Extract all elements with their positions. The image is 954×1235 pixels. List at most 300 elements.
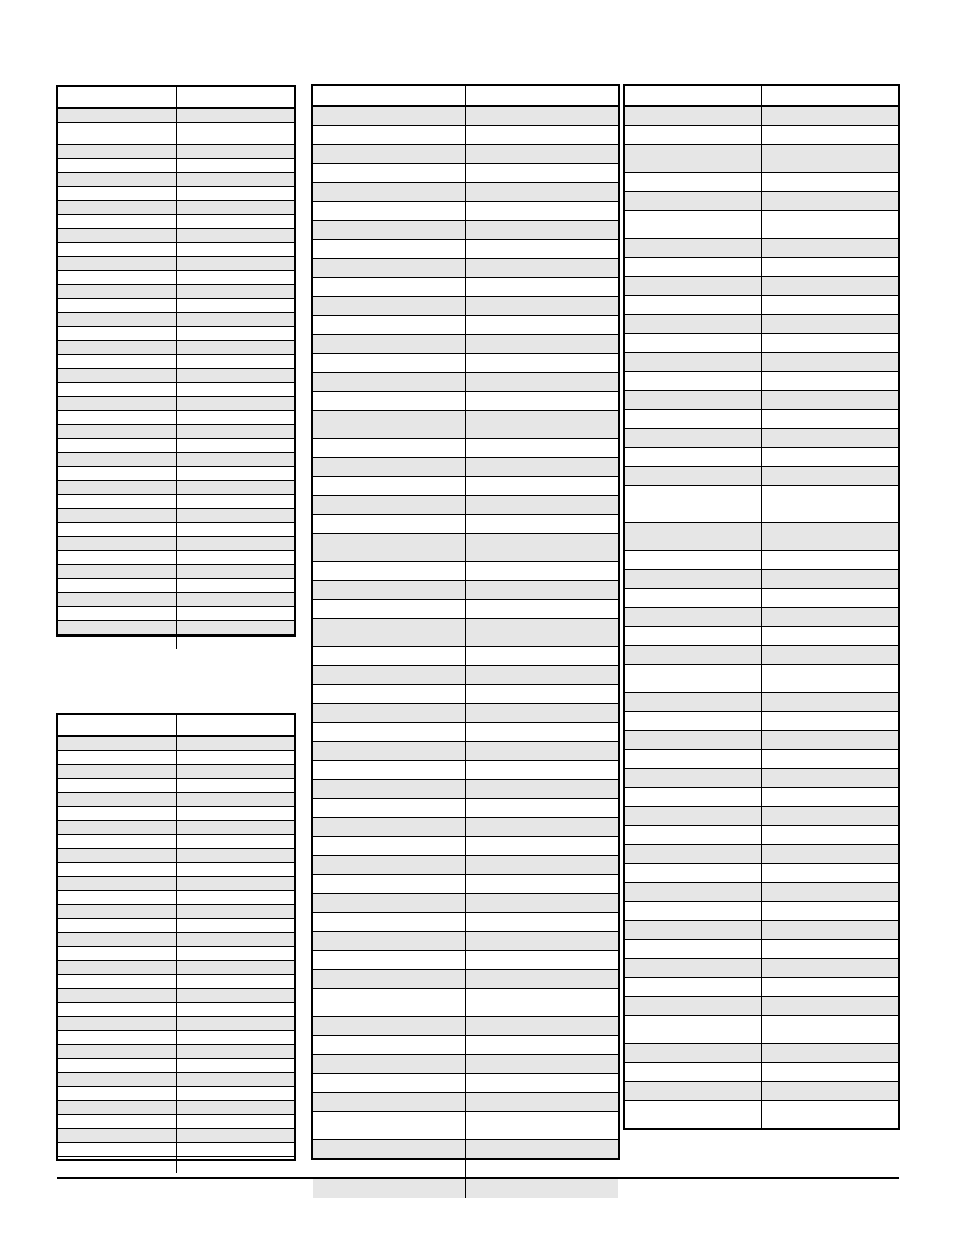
table-cell [762,959,898,977]
table-row [625,788,898,807]
table-cell [58,425,177,438]
table-row [625,486,898,523]
table-row [58,1031,294,1045]
table-row [313,1055,618,1074]
table-cell [466,581,618,599]
table-row [313,799,618,818]
table-row [58,1101,294,1115]
table-cell [177,109,295,122]
table-cell [58,383,177,396]
table-cell [58,215,177,228]
table-cell [313,439,466,457]
table-row [625,864,898,883]
table-cell [58,159,177,172]
table-cell [313,1074,466,1092]
table-cell [177,863,295,876]
table-row [625,145,898,173]
table-row [313,685,618,704]
table-cell [313,666,466,684]
table-cell [177,635,295,649]
table-cell [466,477,618,495]
table-row [58,1143,294,1157]
table-cell [762,1063,898,1081]
table-row [58,313,294,327]
table-row [313,297,618,316]
table-cell [58,621,177,634]
table-cell [177,537,295,550]
table-cell [762,448,898,466]
table-cell [58,1157,177,1173]
table-cell [762,807,898,825]
table-row [58,635,294,649]
table-row [313,619,618,647]
table-row [625,807,898,826]
table-row [58,891,294,905]
table-cell [313,1036,466,1054]
table-cell [625,258,762,276]
table-cell [58,495,177,508]
table-row [313,1036,618,1055]
table-cell [177,1101,295,1114]
table-cell [762,627,898,645]
table-cell [625,429,762,447]
table-row [625,448,898,467]
table-cell [313,240,466,258]
table-cell [177,607,295,620]
table-row [58,1087,294,1101]
table-row [58,109,294,123]
table-cell [58,1031,177,1044]
table-row [625,883,898,902]
table-row [313,1093,618,1112]
table-cell [58,821,177,834]
table-cell [625,883,762,901]
table-cell [762,1044,898,1062]
table-cell [58,975,177,988]
table-cell [625,864,762,882]
table-row [58,593,294,607]
table-cell [625,788,762,806]
table-cell [466,202,618,220]
table-row [313,1074,618,1093]
table-row [313,496,618,515]
table-row [313,742,618,761]
table-cell [177,1003,295,1016]
table-row [625,258,898,277]
table-cell [58,947,177,960]
table-row [625,940,898,959]
table-header-cell [466,86,618,105]
table-row [313,723,618,742]
table-row [58,243,294,257]
table-cell [625,239,762,257]
table-cell [58,607,177,620]
table-cell [313,164,466,182]
table-cell [177,765,295,778]
table-cell [625,589,762,607]
table-cell [58,411,177,424]
table-cell [313,221,466,239]
table-header-cell [762,86,898,105]
table-row [58,509,294,523]
table-cell [466,562,618,580]
table-cell [177,523,295,536]
table-cell [466,951,618,969]
table-cell [466,1036,618,1054]
table-cell [58,341,177,354]
table-cell [313,970,466,988]
table-row [625,902,898,921]
table-cell [313,1055,466,1073]
table-cell [177,1143,295,1156]
table-cell [177,271,295,284]
table-cell [313,875,466,893]
table-cell [466,932,618,950]
table-cell [58,849,177,862]
table-cell [58,1017,177,1030]
table-row [58,1045,294,1059]
table-row [313,259,618,278]
table-cell [313,316,466,334]
table-cell [762,296,898,314]
table-cell [313,297,466,315]
table-cell [58,1059,177,1072]
table-row [58,1157,294,1173]
table-cell [466,619,618,646]
table-cell [762,192,898,210]
table-cell [177,123,295,144]
table-cell [177,1157,295,1173]
table-row [625,1044,898,1063]
table-cell [762,769,898,787]
table-cell [762,712,898,730]
table-cell [58,257,177,270]
table-cell [177,481,295,494]
table-cell [313,335,466,353]
table-cell [58,187,177,200]
table-cell [177,565,295,578]
table-row [625,410,898,429]
table-row [58,201,294,215]
table-row [58,411,294,425]
table-cell [313,259,466,277]
table-row [58,1129,294,1143]
table-cell [466,240,618,258]
table-cell [625,693,762,711]
table-cell [466,1017,618,1035]
table-cell [762,145,898,172]
table-cell [313,392,466,410]
table-cell [313,837,466,855]
table-cell [466,439,618,457]
table-cell [625,334,762,352]
table-row [625,296,898,315]
table-row [625,978,898,997]
table-cell [466,1140,618,1158]
table-cell [625,646,762,664]
table-cell [313,913,466,931]
table-cell [762,978,898,996]
table-cell [466,685,618,703]
table-cell [762,731,898,749]
table-cell [313,685,466,703]
table-row [58,1017,294,1031]
table-row [313,666,618,685]
table-cell [313,581,466,599]
table-cell [177,1045,295,1058]
table-cell [58,579,177,592]
table-row [625,826,898,845]
table-cell [177,495,295,508]
table-row [58,341,294,355]
table-cell [762,589,898,607]
table-cell [466,600,618,618]
table-cell [313,1017,466,1035]
table-cell [313,534,466,561]
table-row [625,845,898,864]
table-row [313,477,618,496]
table-cell [762,997,898,1015]
table-cell [177,579,295,592]
table-cell [625,145,762,172]
table-row [313,392,618,411]
table-cell [762,107,898,125]
table-cell [177,159,295,172]
table-row [313,780,618,799]
table-row [313,932,618,951]
table-row [625,921,898,940]
table-row [313,221,618,240]
table-row [625,467,898,486]
table-row [58,187,294,201]
table-row [625,1016,898,1044]
table-cell [625,608,762,626]
table-row [58,495,294,509]
table-cell [177,621,295,634]
table-cell [625,486,762,522]
table-cell [58,355,177,368]
table-cell [313,742,466,760]
table-row [625,997,898,1016]
table-cell [177,849,295,862]
table-row [313,411,618,439]
table-cell [313,818,466,836]
table-cell [313,183,466,201]
table-row [313,856,618,875]
table-cell [58,891,177,904]
table-cell [466,354,618,372]
table-cell [466,1159,618,1177]
table-row [58,835,294,849]
table-cell [762,788,898,806]
table-left-bottom [56,713,296,1161]
table-cell [177,961,295,974]
table-row [58,369,294,383]
table-cell [58,807,177,820]
table-cell [466,316,618,334]
table-cell [313,951,466,969]
table-row [58,145,294,159]
table-row [58,565,294,579]
table-row [58,1003,294,1017]
table-row [58,537,294,551]
table-row [313,761,618,780]
table-row [313,875,618,894]
table-cell [177,821,295,834]
table-cell [625,627,762,645]
table-cell [466,335,618,353]
table-cell [313,856,466,874]
table-cell [58,877,177,890]
table-cell [466,780,618,798]
table-cell [177,947,295,960]
table-cell [625,570,762,588]
table-cell [177,341,295,354]
table-row [625,334,898,353]
table-cell [177,313,295,326]
table-cell [466,856,618,874]
table-cell [177,355,295,368]
table-row [58,961,294,975]
table-row [58,737,294,751]
table-cell [625,845,762,863]
table-cell [313,1093,466,1111]
table-cell [58,551,177,564]
table-cell [313,145,466,163]
table-cell [177,229,295,242]
table-cell [58,285,177,298]
table-cell [313,780,466,798]
table-cell [762,173,898,191]
table-cell [58,299,177,312]
table-cell [177,593,295,606]
table-row [313,278,618,297]
table-cell [625,769,762,787]
table-row [313,1017,618,1036]
table-row [625,712,898,731]
table-row [58,467,294,481]
table-row [625,126,898,145]
table-cell [58,863,177,876]
table-row [58,947,294,961]
table-cell [58,201,177,214]
table-cell [58,1129,177,1142]
table-cell [58,751,177,764]
table-cell [625,902,762,920]
table-row [313,581,618,600]
table-row [313,458,618,477]
table-cell [762,353,898,371]
table-cell [762,1082,898,1100]
table-cell [625,107,762,125]
table-row [58,877,294,891]
table-cell [177,793,295,806]
table-row [625,277,898,296]
table-cell [313,704,466,722]
table-cell [466,875,618,893]
table-row [313,989,618,1017]
table-header-cell [177,87,295,107]
table-cell [625,1063,762,1081]
table-row [58,579,294,593]
table-cell [177,891,295,904]
table-cell [762,750,898,768]
table-cell [466,799,618,817]
table-row [313,439,618,458]
table-cell [466,1112,618,1139]
table-row [313,354,618,373]
table-row [313,562,618,581]
table-cell [762,646,898,664]
table-cell [177,327,295,340]
table-row [58,607,294,621]
table-cell [177,201,295,214]
table-cell [762,315,898,333]
table-cell [313,278,466,296]
table-row [313,145,618,164]
table-cell [625,921,762,939]
table-cell [177,369,295,382]
table-cell [313,1112,466,1139]
table-cell [177,383,295,396]
table-row [313,335,618,354]
table-cell [762,921,898,939]
table-row [58,299,294,313]
table-header-cell [313,86,466,105]
table-cell [625,173,762,191]
table-cell [466,989,618,1016]
table-row [313,951,618,970]
table-header-row [58,87,294,109]
table-cell [625,1082,762,1100]
table-cell [625,126,762,144]
table-row [58,123,294,145]
table-row [625,570,898,589]
table-cell [58,1143,177,1156]
table-row [58,905,294,919]
table-cell [762,883,898,901]
table-row [625,665,898,693]
table-cell [466,183,618,201]
table-row [313,534,618,562]
table-row [58,355,294,369]
table-cell [625,391,762,409]
table-cell [625,997,762,1015]
table-cell [58,1101,177,1114]
table-cell [58,961,177,974]
table-cell [177,187,295,200]
table-row [58,453,294,467]
table-cell [313,600,466,618]
table-row [313,600,618,619]
table-cell [177,779,295,792]
table-cell [58,593,177,606]
table-cell [58,793,177,806]
table-cell [313,562,466,580]
table-row [625,211,898,239]
table-middle [311,84,620,1160]
table-cell [625,665,762,692]
table-cell [313,894,466,912]
table-cell [762,467,898,485]
table-cell [177,257,295,270]
table-cell [625,1101,762,1129]
table-row [625,769,898,788]
table-cell [58,467,177,480]
table-row [313,1178,618,1198]
table-cell [466,742,618,760]
table-row [58,751,294,765]
